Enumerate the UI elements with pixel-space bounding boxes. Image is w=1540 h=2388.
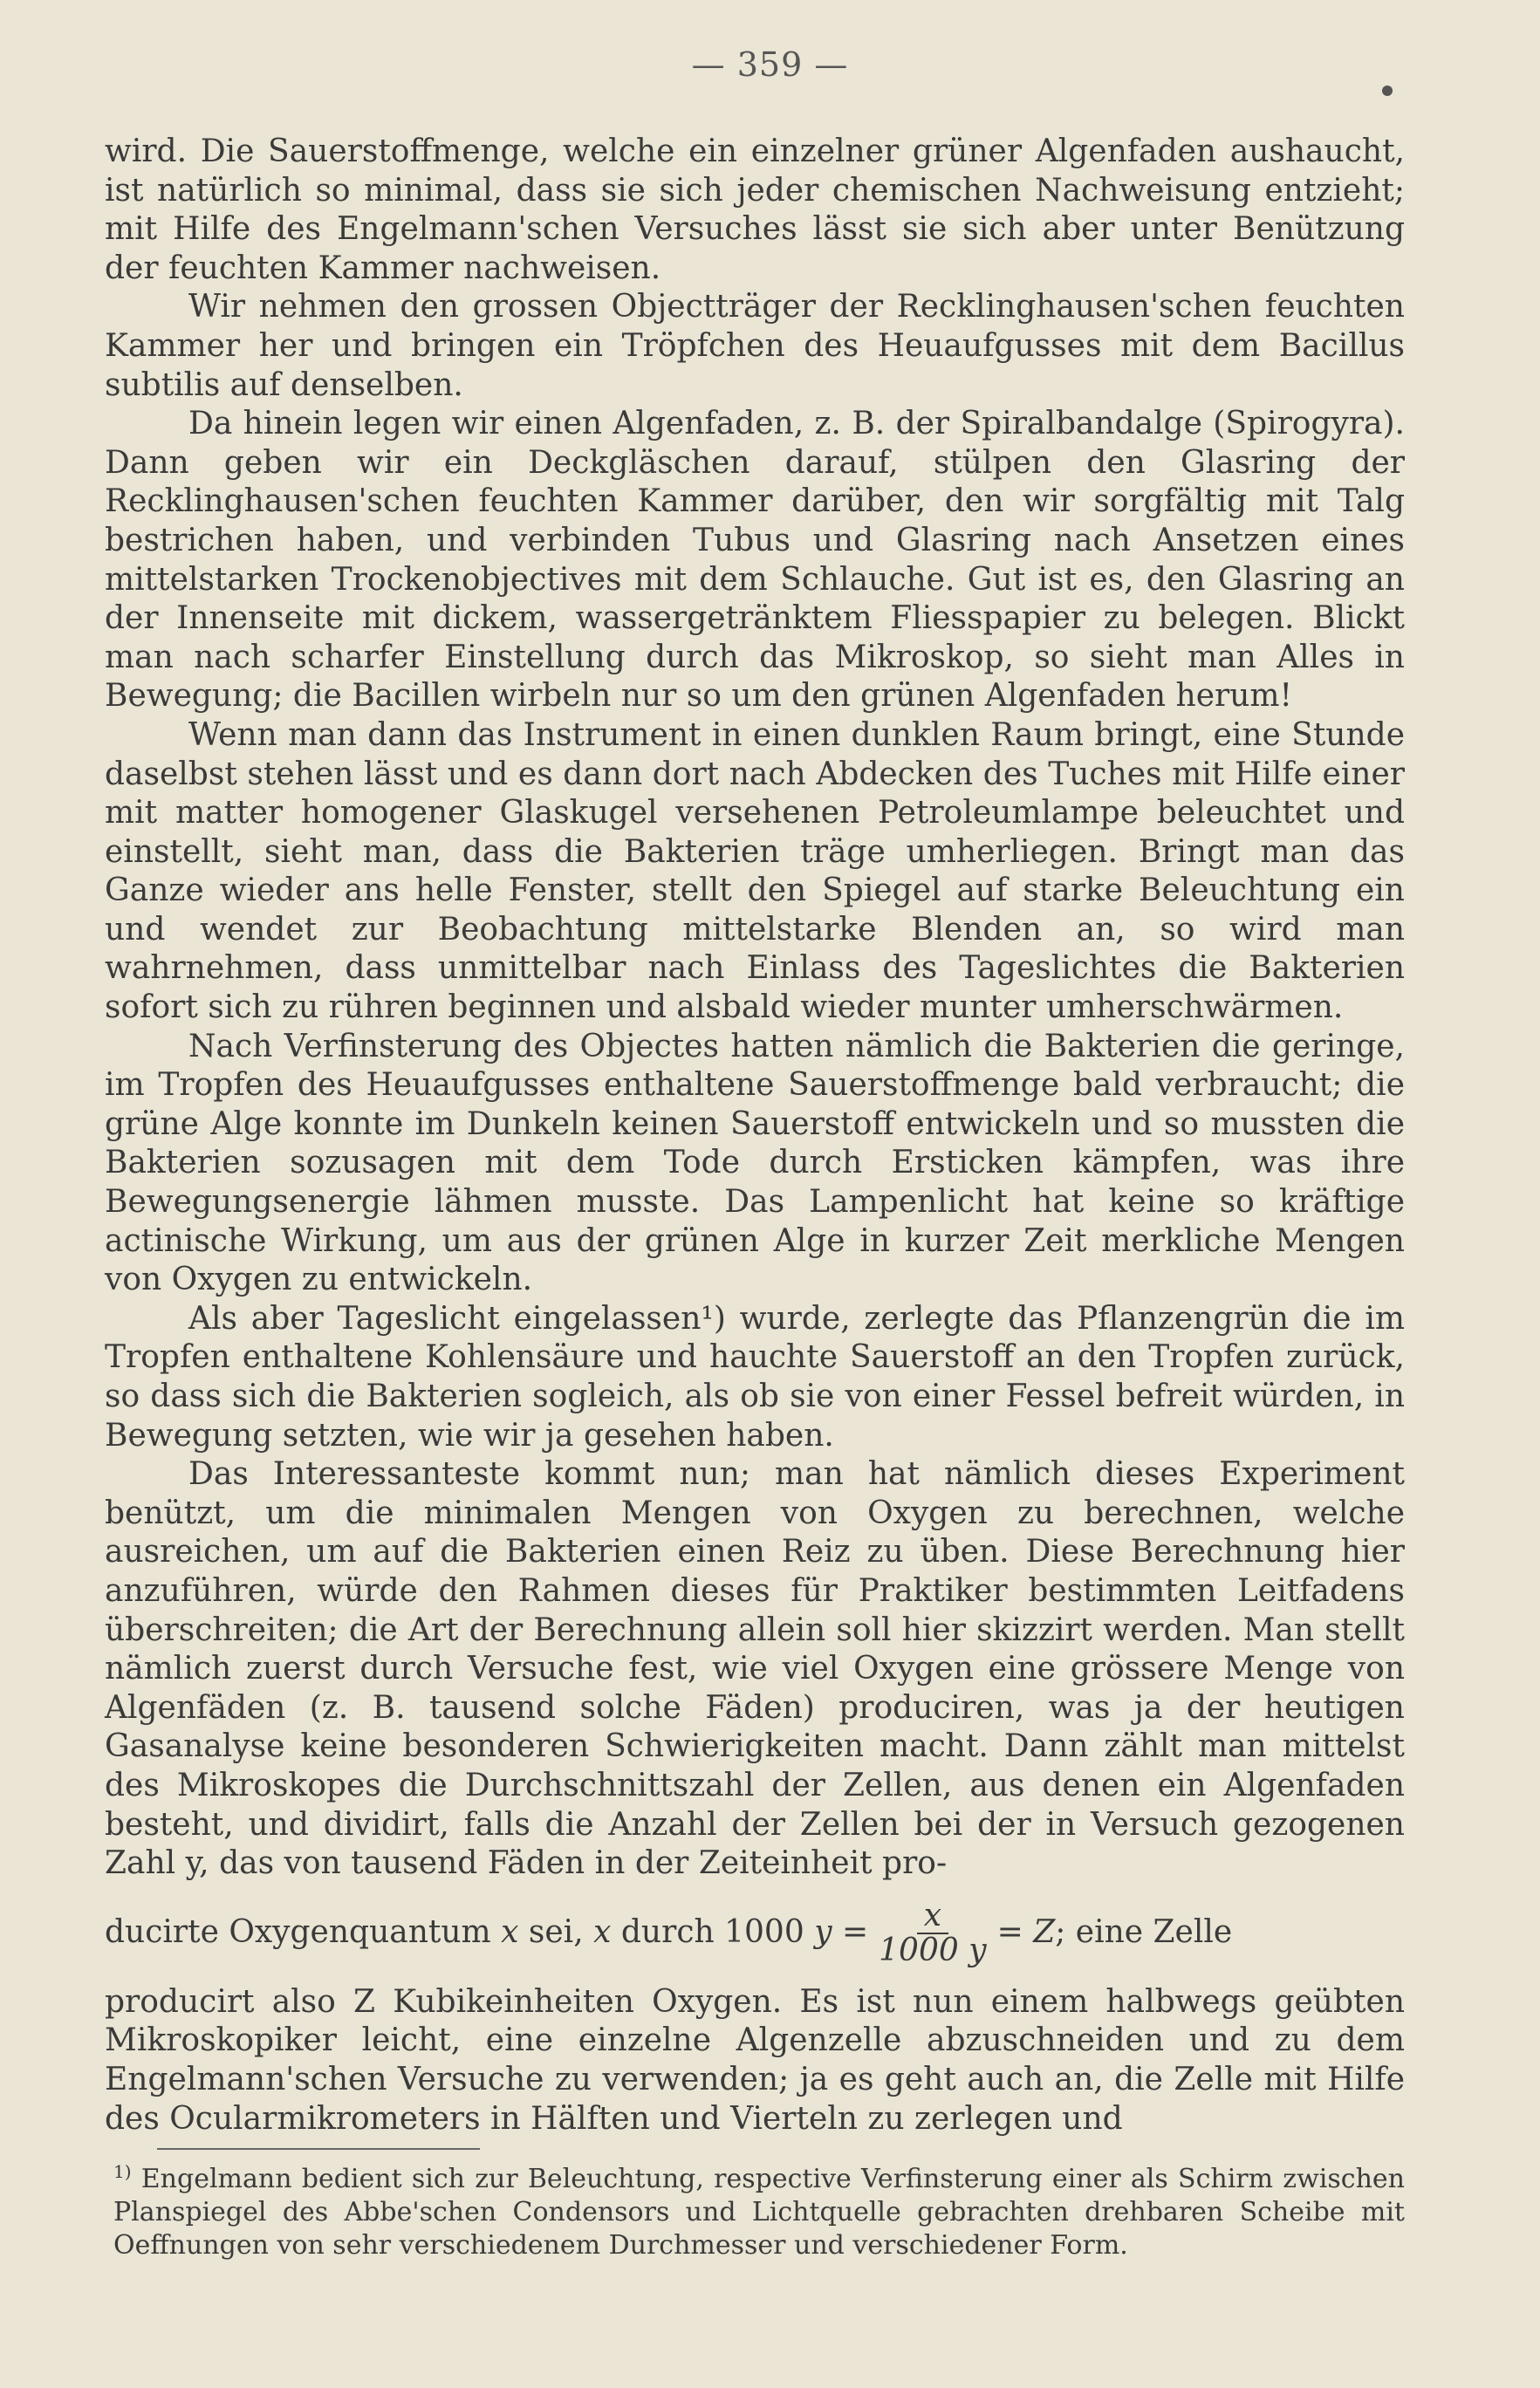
formula-line [105, 1899, 1405, 1967]
footnote [113, 2155, 1405, 2262]
paragraph-4: Wenn man dann das Instrument in einen dunklen Raum bringt, eine Stunde daselbst stehen lässt und es dann dort nach Abdecken des Tuches mit Hilfe einer mit matter homogener Glaskugel versehenen Petroleumlampe beleuchtet und einstellt, sieht man, dass die Bakterien träge umherliegen. Bringt man das Ganze wieder ans helle Fenster, stellt den Spiegel auf starke Beleuchtung ein und wendet zur Beobachtung mittelstarke Blenden an, so wird man wahrnehmen, dass unmittelbar nach Einlass des Tageslichtes die Bakterien sofort sich zu rühren beginnen und alsbald wieder munter umherschwärmen. [105, 716, 1405, 1026]
formula-var-y: y [814, 1914, 832, 1951]
page-number: — 359 — [691, 45, 849, 84]
formula-equals: = [841, 1914, 869, 1951]
paragraph-7: Das Interessanteste kommt nun; man hat nämlich dieses Experiment benützt, um die minimalen Mengen von Oxygen zu berechnen, welche ausreichen, um auf die Bakterien einen Reiz zu üben. Diese Berechnung hier anzuführen, würde den Rahmen dieses für Praktiker bestimmten Leitfadens überschreiten; die Art der Berechnung allein soll hier skizzirt werden. Man stellt nämlich zuerst durch Versuche fest, wie viel Oxygen eine grössere Menge von Algenfäden (z. B. tausend solche Fäden) produciren, was ja der heutigen Gasanalyse keine besonderen Schwierigkeiten macht. Dann zählt man mittelst des Mikroskopes die Durchschnittszahl der Zellen, aus denen ein Algenfaden besteht, und dividirt, falls die Anzahl der Zellen bei der in Versuch gezogenen Zahl y, das von tausend Fäden in der Zeiteinheit pro- [105, 1456, 1405, 1882]
footnote-mark: 1) [113, 2161, 132, 2182]
formula-var-x: x [501, 1914, 519, 1951]
paragraph-3: Da hinein legen wir einen Algenfaden, z. B. der Spiralbandalge (Spirogyra). Dann geben wir ein Deckgläschen darauf, stülpen den Glasring der Recklinghausen'schen feuchten Kammer darüber, den wir sorgfältig mit Talg bestrichen haben, und verbinden Tubus und Glasring nach Ansetzen eines mittelstarken Trockenobjectives mit dem Schlauche. Gut ist es, den Glasring an der Innenseite mit dickem, wassergetränktem Fliesspapier zu belegen. Blickt man nach scharfer Einstellung durch das Mikroskop, so sieht man Alles in Bewegung; die Bacillen wirbeln nur so um den grünen Algenfaden herum! [105, 406, 1405, 715]
formula-equals-2: = [996, 1914, 1023, 1951]
formula-result: Z [1033, 1914, 1056, 1951]
formula-tail: ; eine Zelle [1055, 1914, 1233, 1951]
paragraph-2: Wir nehmen den grossen Objectträger der Recklinghausen'schen feuchten Kammer her und bringen ein Tröpfchen des Heuaufgusses mit dem Bacillus subtilis auf denselben. [105, 289, 1405, 403]
formula-lead: ducirte Oxygenquantum [105, 1914, 491, 1951]
formula-mid1: sei, [528, 1914, 584, 1951]
ink-spot [1382, 86, 1393, 96]
fraction-numerator: x [917, 1899, 948, 1934]
paragraph-8: producirt also Z Kubikeinheiten Oxygen. Es ist nun einem halbwegs geübten Mikroskopiker leicht, eine einzelne Algenzelle abzuschneiden und zu dem Engelmann'schen Versuche zu verwenden; ja es geht auch an, die Zelle mit Hilfe des Ocularmikrometers in Hälften und Vierteln zu zerlegen und [105, 1983, 1405, 2137]
fraction-denominator: 1000 y [879, 1932, 987, 1968]
formula-mid2: durch 1000 [620, 1914, 804, 1951]
footnote-rule [157, 2148, 480, 2150]
footnote-text: Engelmann bedient sich zur Beleuchtung, respective Verfinsterung einer als Schirm zwischen Planspiegel des Abbe'schen Condensors und Lichtquelle gebrachten drehbaren Scheibe mit Oeffnungen von sehr verschiedenem Durchmesser und verschiedener Form. [113, 2164, 1405, 2261]
paragraph-5: Nach Verfinsterung des Objectes hatten nämlich die Bakterien die geringe, im Tropfen des Heuaufgusses enthaltene Sauerstoffmenge bald verbraucht; die grüne Alge konnte im Dunkeln keinen Sauerstoff entwickeln und so mussten die Bakterien sozusagen mit dem Tode durch Ersticken kämpfen, was ihre Bewegungsenergie lähmen musste. Das Lampenlicht hat keine so kräftige actinische Wirkung, um aus der grünen Alge in kurzer Zeit merkliche Mengen von Oxygen zu entwickeln. [105, 1028, 1405, 1298]
paragraph-1: wird. Die Sauerstoffmenge, welche ein einzelner grüner Algenfaden aushaucht, ist natürlich so minimal, dass sie sich jeder chemischen Nachweisung entzieht; mit Hilfe des Engelmann'schen Versuches lässt sie sich aber unter Benützung der feuchten Kammer nachweisen. [105, 133, 1405, 286]
paragraph-6: Als aber Tageslicht eingelassen¹) wurde, zerlegte das Pflanzengrün die im Tropfen enthaltene Kohlensäure und hauchte Sauerstoff an den Tropfen zurück, so dass sich die Bakterien sogleich, als ob sie von einer Fessel befreit würden, in Bewegung setzten, wie wir ja gesehen haben. [105, 1300, 1405, 1454]
body-text [105, 133, 1405, 2138]
formula-var-x2: x [593, 1914, 612, 1951]
formula-fraction [879, 1899, 986, 1967]
